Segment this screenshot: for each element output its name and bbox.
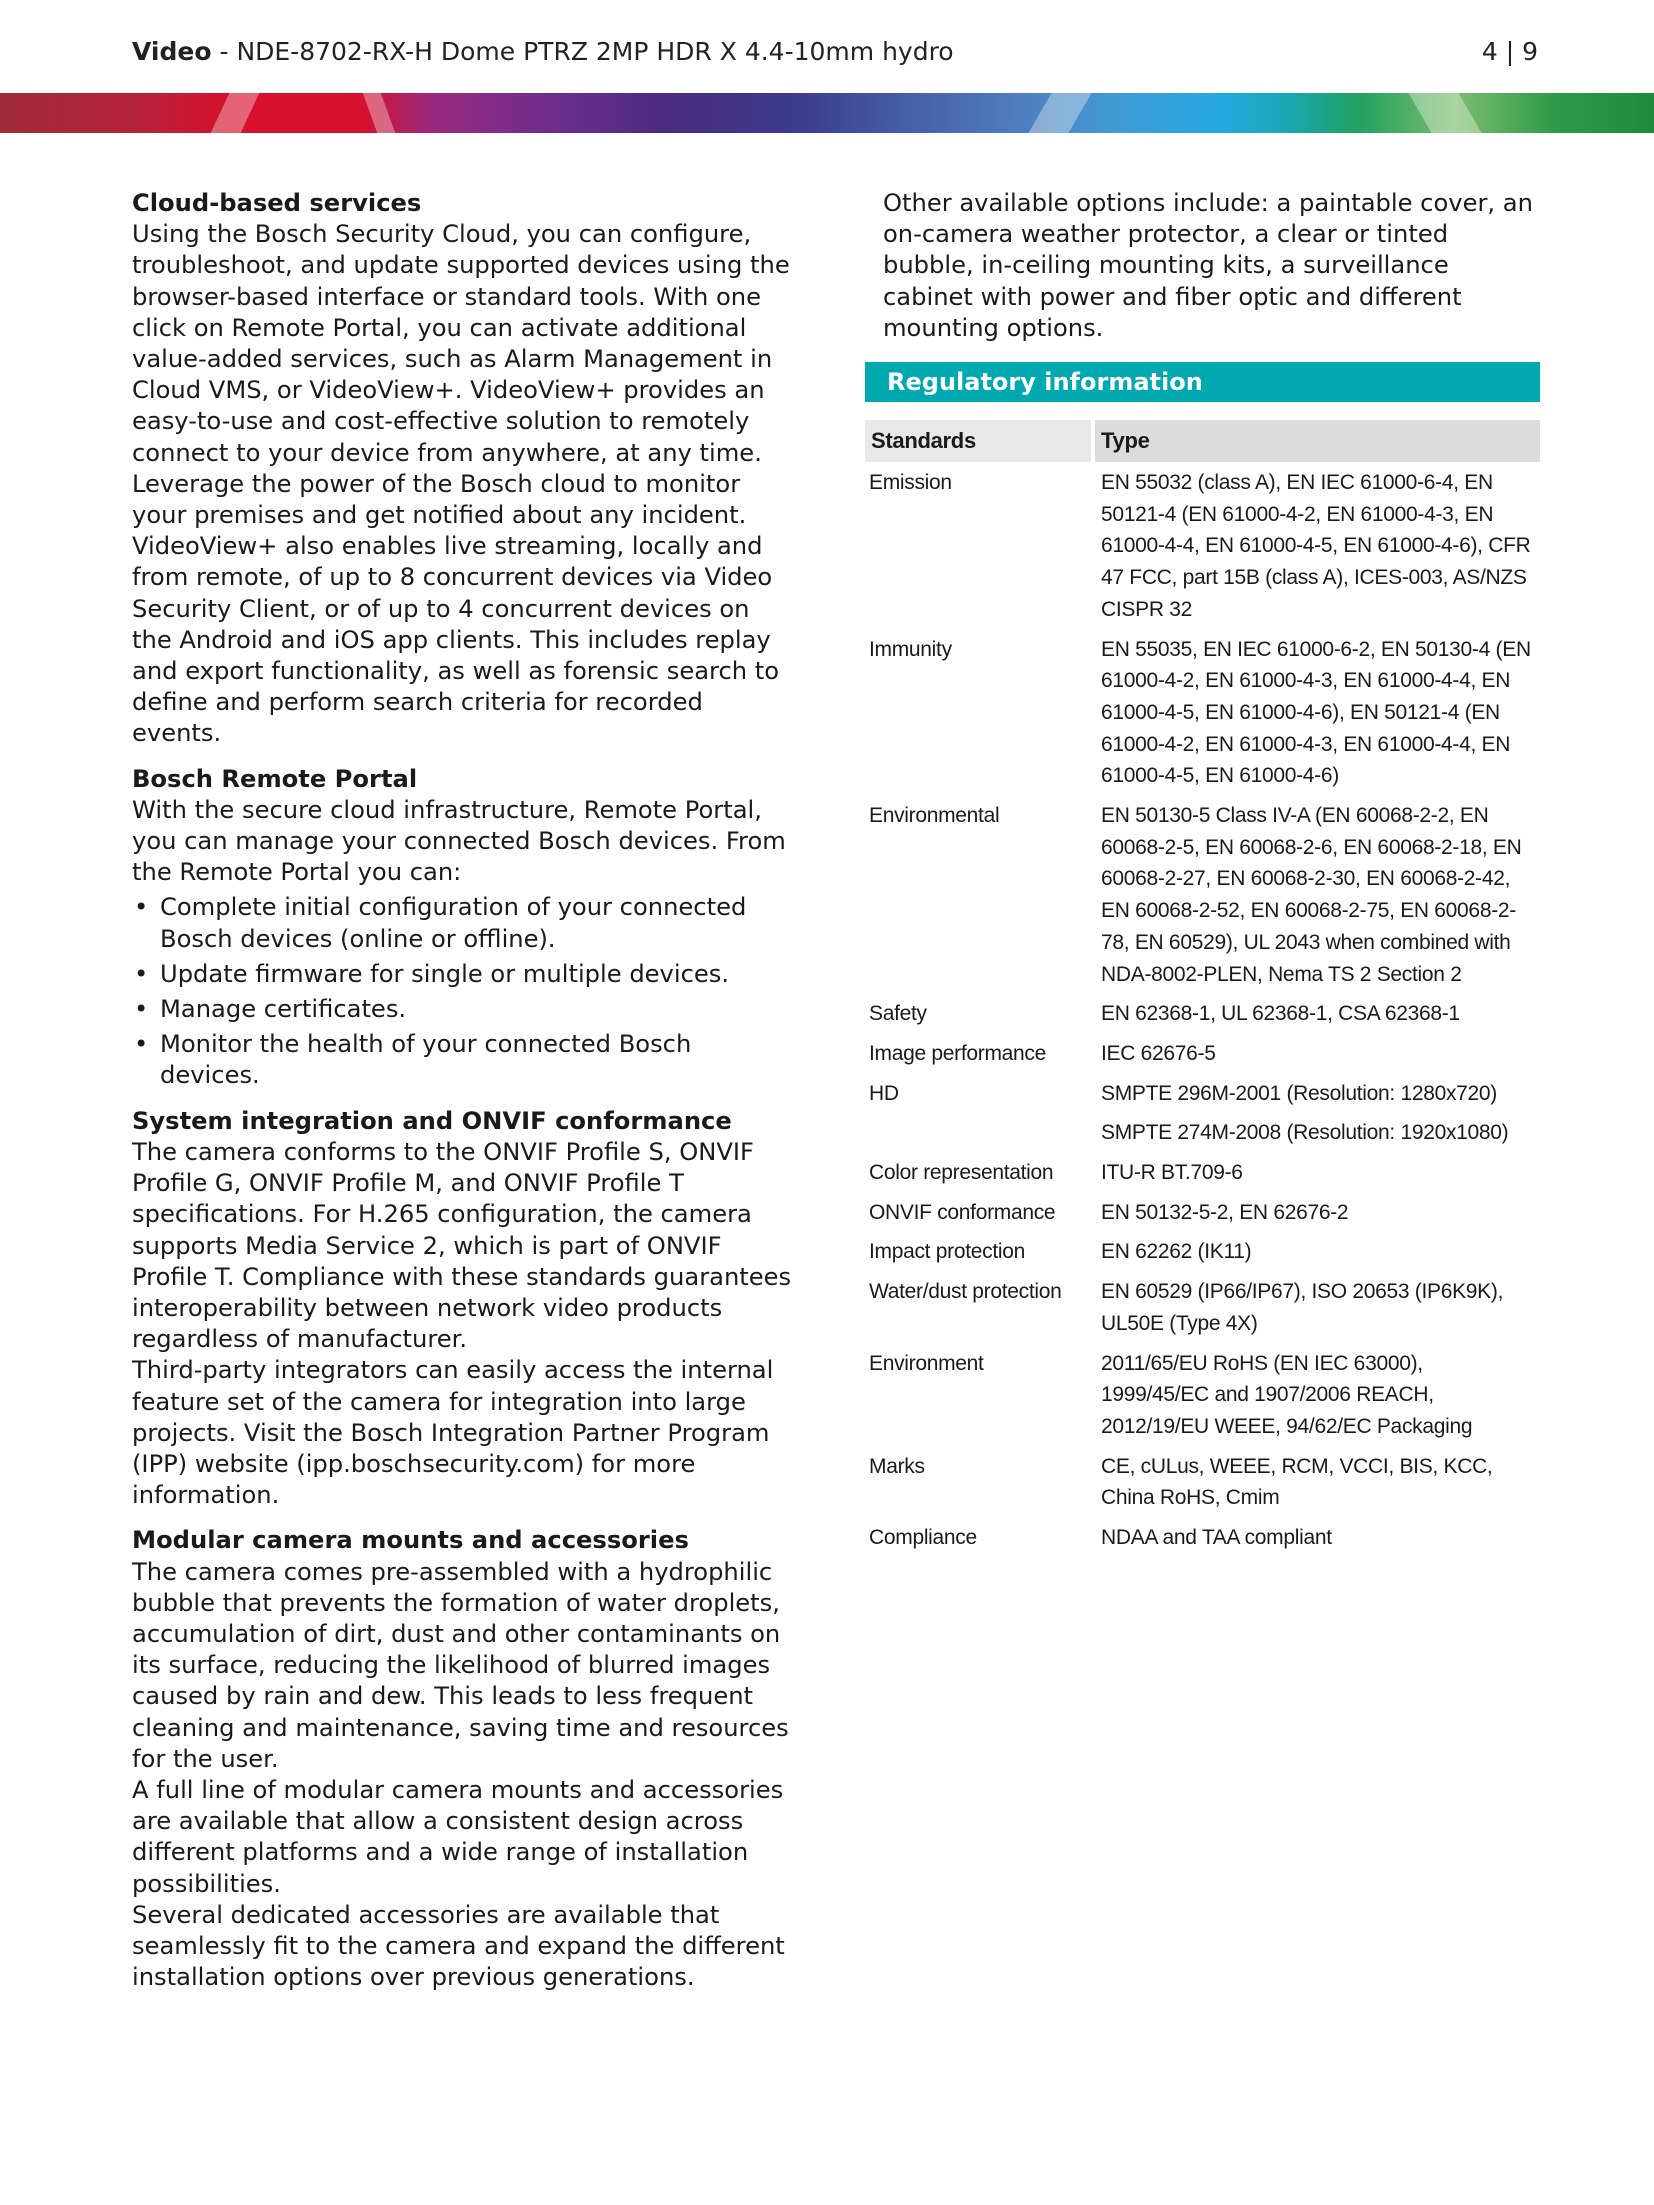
table-header-row [865, 420, 1540, 462]
table-row [865, 462, 1540, 629]
bullet-list [132, 892, 792, 1091]
table-row [865, 1073, 1540, 1113]
standard-cell: HD [869, 1081, 899, 1105]
section-mounts [132, 1525, 792, 1993]
type-cell: EN 62368-1, UL 62368-1, CSA 62368-1 [1101, 1002, 1460, 1026]
section-body: The camera conforms to the ONVIF Profile S, ONVIF Profile G, ONVIF Profile M, and ONVIF Profile T specifications. For H.265 configuration, the camera supports Media Service 2, which is part of ONVIF Profile T. Compliance with these standards guarantees interoperability between network video products regardless of manufacturer. [132, 1137, 792, 1354]
table-row [865, 1446, 1540, 1517]
product-name: NDE-8702-RX-H Dome PTRZ 2MP HDR X 4.4-10mm hydro [236, 37, 954, 66]
table-row [865, 1152, 1540, 1192]
section-cloud-services [132, 188, 792, 750]
table-row [865, 1343, 1540, 1446]
list-item: • Monitor the health of your connected Bosch devices. [132, 1029, 792, 1091]
table-row [865, 1517, 1540, 1557]
band-shard [1408, 93, 1481, 133]
table-row [865, 629, 1540, 796]
type-cell: NDAA and TAA compliant [1101, 1526, 1332, 1550]
section-heading: Modular camera mounts and accessories [132, 1526, 689, 1555]
right-column [865, 188, 1540, 1557]
column-header-standards: Standards [865, 420, 1091, 462]
list-item: • Manage certificates. [132, 994, 792, 1025]
band-shard [363, 93, 396, 133]
type-cell: SMPTE 296M-2001 (Resolution: 1280x720) [1101, 1081, 1497, 1105]
standard-cell: Water/dust protection [869, 1280, 1062, 1304]
standard-cell: Immunity [869, 637, 952, 661]
standard-cell: Environmental [869, 804, 1000, 828]
band-shard [1028, 93, 1091, 133]
options-paragraph: Other available options include: a paintable cover, an on-camera weather protector, a clear or tinted bubble, in-ceiling mounting kits, a surveillance cabinet with power and fiber optic and different mounting options. [883, 189, 1533, 342]
standard-cell: ONVIF conformance [869, 1200, 1056, 1224]
table-row [865, 1192, 1540, 1232]
title-separator: - [211, 37, 237, 66]
type-cell: EN 60529 (IP66/IP67), ISO 20653 (IP6K9K), UL50E (Type 4X) [1101, 1280, 1504, 1335]
type-cell: EN 50130-5 Class IV-A (EN 60068-2-2, EN 60068-2-5, EN 60068-2-6, EN 60068-2-18, EN 60068-2-27, EN 60068-2-30, EN 60068-2-42, EN 60068-2-52, EN 60068-2-75, EN 60068-2-78, EN 60529), UL 2043 when combined with NDA-8002-PLEN, Nema TS 2 Section 2 [1101, 804, 1522, 986]
document-title [132, 34, 954, 70]
type-cell: EN 62262 (IK11) [1101, 1240, 1252, 1264]
section-body: Several dedicated accessories are available that seamlessly fit to the camera and expand the different installation options over previous generations. [132, 1900, 785, 1992]
type-cell: EN 55035, EN IEC 61000-6-2, EN 50130-4 (EN 61000-4-2, EN 61000-4-3, EN 61000-4-4, EN 61000-4-5, EN 61000-4-6), EN 50121-4 (EN 61000-4-2, EN 61000-4-3, EN 61000-4-4, EN 61000-4-5, EN 61000-4-6) [1101, 637, 1531, 788]
standard-cell: Emission [869, 471, 952, 495]
table-row [865, 993, 1540, 1033]
page-header [132, 34, 1538, 70]
list-item: • Complete initial configuration of your connected Bosch devices (online or offline). [132, 892, 792, 954]
type-cell: SMPTE 274M-2008 (Resolution: 1920x1080) [1101, 1121, 1509, 1145]
standard-cell [865, 1112, 1091, 1152]
table-row [865, 1271, 1540, 1342]
section-heading: Bosch Remote Portal [132, 764, 418, 793]
standard-cell: Safety [869, 1002, 927, 1026]
section-body: With the secure cloud infrastructure, Remote Portal, you can manage your connected Bosch devices. From the Remote Portal you can: [132, 795, 786, 887]
standard-cell: Color representation [869, 1161, 1054, 1185]
type-cell: IEC 62676-5 [1101, 1041, 1216, 1065]
section-body: Third-party integrators can easily access the internal feature set of the camera for integration into large projects. Visit the Bosch Integration Partner Program (IPP) website (ipp.boschsecurity.com) for more information. [132, 1356, 774, 1510]
type-cell: CE, cULus, WEEE, RCM, VCCI, BIS, KCC, China RoHS, Cmim [1101, 1454, 1493, 1510]
section-heading: Cloud-based services [132, 189, 422, 217]
type-cell: EN 50132-5-2, EN 62676-2 [1101, 1200, 1349, 1224]
regulatory-table [865, 420, 1540, 1557]
standard-cell: Compliance [869, 1526, 977, 1550]
type-cell: ITU-R BT.709-6 [1101, 1161, 1243, 1185]
section-body: The camera comes pre-assembled with a hydrophilic bubble that prevents the formation of water droplets, accumulation of dirt, dust and other contaminants on its surface, reducing the likelihood of blurred images caused by rain and dew. This leads to less frequent cleaning and maintenance, saving time and resources for the user. [132, 1557, 789, 1773]
table-row [865, 1231, 1540, 1271]
section-remote-portal [132, 764, 792, 1092]
type-cell: 2011/65/EU RoHS (EN IEC 63000), 1999/45/EC and 1907/2006 REACH, 2012/19/EU WEEE, 94/62/EC Packaging [1101, 1351, 1473, 1438]
brand-color-band [0, 93, 1654, 133]
type-cell: EN 55032 (class A), EN IEC 61000-6-4, EN 50121-4 (EN 61000-4-2, EN 61000-4-3, EN 61000-4-4, EN 61000-4-5, EN 61000-4-6), CFR 47 FCC, part 15B (class A), ICES-003, AS/NZS CISPR 32 [1101, 471, 1531, 621]
section-body: Using the Bosch Security Cloud, you can configure, troubleshoot, and update supported devices using the browser-based interface or standard tools. With one click on Remote Portal, you can activate additional value-added services, such as Alarm Management in Cloud VMS, or VideoView+. VideoView+ provides an easy-to-use and cost-effective solution to remotely connect to your device from anywhere, at any time. Leverage the power of the Bosch cloud to monitor your premises and get notified about any incident. VideoView+ also enables live streaming, locally and from remote, of up to 8 concurrent devices via Video Security Client, or of up to 4 concurrent devices on the Android and iOS app clients. This includes replay and export functionality, as well as forensic search to define and perform search criteria for recorded events. [132, 220, 790, 748]
standard-cell: Marks [869, 1454, 925, 1478]
page-number: 4 | 9 [1481, 37, 1538, 66]
standard-cell: Impact protection [869, 1240, 1025, 1264]
regulatory-heading: Regulatory information [865, 362, 1540, 402]
standard-cell: Image performance [869, 1041, 1046, 1065]
list-item: • Update firmware for single or multiple devices. [132, 959, 792, 990]
table-row [865, 1112, 1540, 1152]
section-heading: System integration and ONVIF conformance [132, 1106, 732, 1135]
left-column [132, 188, 792, 2007]
table-row [865, 795, 1540, 993]
column-header-type: Type [1091, 420, 1540, 462]
band-shard [211, 93, 260, 133]
standard-cell: Environment [869, 1351, 984, 1375]
table-row [865, 1033, 1540, 1073]
section-onvif [132, 1106, 792, 1512]
section-body: A full line of modular camera mounts and accessories are available that allow a consistent design across different platforms and a wide range of installation possibilities. [132, 1775, 784, 1898]
document-category: Video [132, 37, 212, 66]
